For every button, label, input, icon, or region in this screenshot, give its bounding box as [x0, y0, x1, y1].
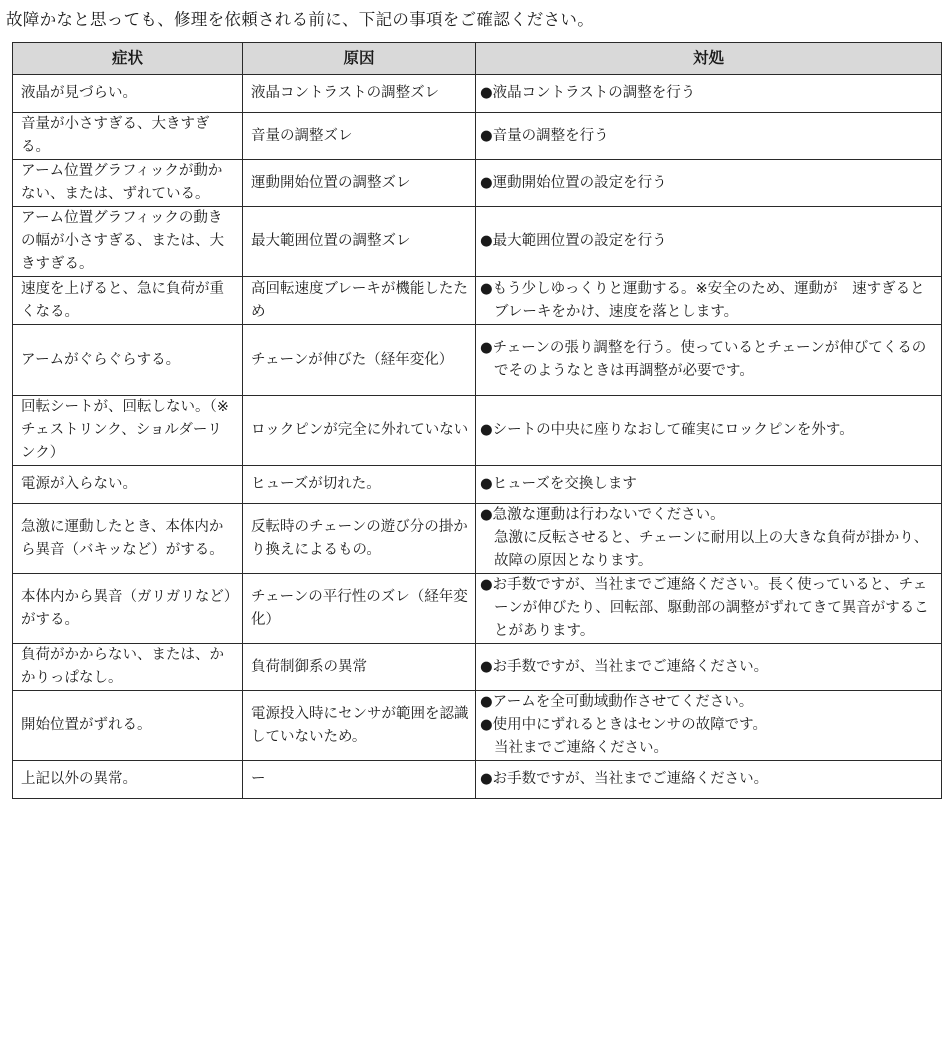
- table-row: [13, 761, 942, 799]
- cause-cell: チェーンの平行性のズレ（経年変化）: [243, 574, 476, 644]
- table-row: [13, 504, 942, 574]
- table-row: [13, 75, 942, 113]
- table-row: [13, 207, 942, 277]
- cause-cell: 高回転速度ブレーキが機能したため: [243, 277, 476, 325]
- cause-cell: 反転時のチェーンの遊び分の掛かり換えによるもの。: [243, 504, 476, 574]
- remedy-line: ●液晶コントラストの調整を行う: [480, 85, 696, 101]
- symptom-cell: 音量が小さすぎる、大きすぎる。: [13, 113, 243, 160]
- cause-cell: ヒューズが切れた。: [243, 466, 476, 504]
- remedy-line: ●ヒューズを交換します: [480, 476, 637, 492]
- remedy-cell: [476, 466, 942, 504]
- remedy-cell: [476, 207, 942, 277]
- table-body: [13, 75, 942, 799]
- intro-text: 故障かなと思っても、修理を依頼される前に、下記の事項をご確認ください。: [6, 10, 594, 29]
- remedy-cell: [476, 160, 942, 207]
- header-symptom: 症状: [13, 43, 243, 75]
- remedy-line: ●もう少しゆっくりと運動する。※安全のため、運動が 速すぎるとブレーキをかけ、速度を落とします。: [480, 280, 925, 320]
- symptom-cell: アーム位置グラフィックが動かない、または、ずれている。: [13, 160, 243, 207]
- remedy-line: ●お手数ですが、当社までご連絡ください。長く使っていると、チェーンが伸びたり、回転部、駆動部の調整がずれてきて異音がすることがあります。: [480, 577, 929, 639]
- symptom-cell: 本体内から異音（ガリガリなど）がする。: [13, 574, 243, 644]
- symptom-cell: アーム位置グラフィックの動きの幅が小さすぎる、または、大きすぎる。: [13, 207, 243, 277]
- remedy-line: 急激に反転させると、チェーンに耐用以上の大きな負荷が掛かり、故障の原因となります。: [494, 530, 929, 569]
- remedy-line: ●使用中にずれるときはセンサの故障です。: [480, 717, 767, 733]
- remedy-line: ●最大範囲位置の設定を行う: [480, 233, 667, 249]
- header-remedy: 対処: [476, 43, 942, 75]
- symptom-cell: アームがぐらぐらする。: [13, 325, 243, 396]
- remedy-line: ●チェーンの張り調整を行う。使っているとチェーンが伸びてくるのでそのようなときは再調整が必要です。: [480, 340, 927, 379]
- symptom-cell: 上記以外の異常。: [13, 761, 243, 799]
- cause-cell: ー: [243, 761, 476, 799]
- symptom-cell: 開始位置がずれる。: [13, 691, 243, 761]
- remedy-line: ●お手数ですが、当社までご連絡ください。: [480, 658, 769, 675]
- table-row: [13, 466, 942, 504]
- cause-cell: 運動開始位置の調整ズレ: [243, 160, 476, 207]
- cause-cell: ロックピンが完全に外れていない: [243, 396, 476, 466]
- remedy-cell: [476, 277, 942, 325]
- table-row: [13, 691, 942, 761]
- remedy-line: ●お手数ですが、当社までご連絡ください。: [480, 771, 769, 787]
- remedy-cell: [476, 396, 942, 466]
- cause-cell: 音量の調整ズレ: [243, 113, 476, 160]
- table-row: [13, 325, 942, 396]
- table-row: [13, 113, 942, 160]
- symptom-cell: 電源が入らない。: [13, 466, 243, 504]
- remedy-cell: [476, 644, 942, 691]
- table-header-row: [13, 43, 942, 75]
- table-row: [13, 277, 942, 325]
- cause-cell: 負荷制御系の異常: [243, 644, 476, 691]
- remedy-line: ●アームを全可動域動作させてください。: [480, 694, 754, 710]
- remedy-line: ●急激な運動は行わないでください。: [480, 507, 725, 523]
- symptom-cell: 負荷がかからない、または、かかりっぱなし。: [13, 644, 243, 691]
- cause-cell: 最大範囲位置の調整ズレ: [243, 207, 476, 277]
- symptom-cell: 速度を上げると、急に負荷が重くなる。: [13, 277, 243, 325]
- cause-cell: チェーンが伸びた（経年変化）: [243, 325, 476, 396]
- remedy-cell: [476, 75, 942, 113]
- remedy-line: ●音量の調整を行う: [480, 127, 609, 144]
- table-row: [13, 396, 942, 466]
- symptom-cell: 急激に運動したとき、本体内から異音（バキッなど）がする。: [13, 504, 243, 574]
- cause-cell: 電源投入時にセンサが範囲を認識していないため。: [243, 691, 476, 761]
- remedy-cell: [476, 325, 942, 396]
- remedy-line: 当社までご連絡ください。: [494, 740, 668, 756]
- remedy-line: ●運動開始位置の設定を行う: [480, 174, 667, 191]
- cause-cell: 液晶コントラストの調整ズレ: [243, 75, 476, 113]
- remedy-line: ●シートの中央に座りなおして確実にロックピンを外す。: [480, 422, 854, 438]
- table-row: [13, 574, 942, 644]
- header-cause: 原因: [243, 43, 476, 75]
- remedy-cell: [476, 761, 942, 799]
- remedy-cell: [476, 691, 942, 761]
- table-row: [13, 160, 942, 207]
- symptom-cell: 回転シートが、回転しない。（※チェストリンク、ショルダーリンク）: [13, 396, 243, 466]
- remedy-cell: [476, 574, 942, 644]
- remedy-cell: [476, 504, 942, 574]
- remedy-cell: [476, 113, 942, 160]
- symptom-cell: 液晶が見づらい。: [13, 75, 243, 113]
- troubleshooting-table: [12, 42, 942, 799]
- table-row: [13, 644, 942, 691]
